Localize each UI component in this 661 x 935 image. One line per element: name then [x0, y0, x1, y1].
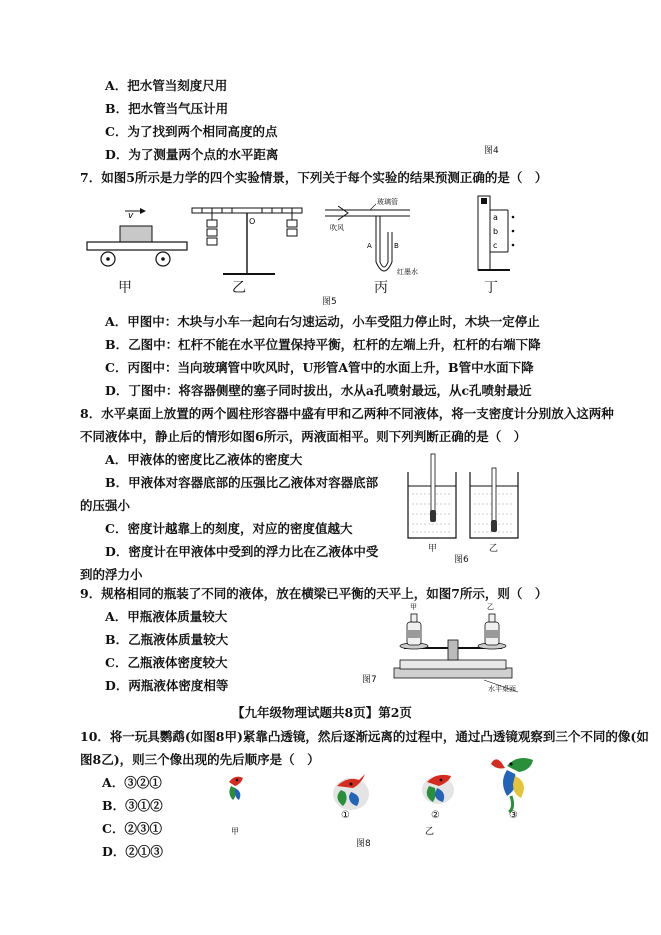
panel-jia-cart [87, 208, 187, 266]
figure-4-caption: 图4 [484, 146, 499, 156]
blow-label: 吹风 [330, 224, 344, 232]
q9-option-d: D．两瓶液体密度相等 [105, 678, 229, 693]
q8-option-d-line-2: 到的浮力小 [80, 567, 143, 582]
panel-yi-lever [192, 208, 302, 274]
red-ink-label: 红墨水 [397, 268, 418, 276]
panel-ding-container [478, 196, 514, 270]
q8-option-b-line-2: 的压强小 [80, 498, 131, 513]
figure-6-drawing [402, 452, 524, 552]
figure-5-caption: 图5 [322, 297, 337, 307]
q6-option-a: A．把水管当刻度尺用 [105, 78, 228, 93]
figure-6 [402, 452, 524, 552]
q6-option-d: D．为了测量两个点的水平距离 [105, 147, 279, 162]
fig5-label-yi: 乙 [232, 280, 246, 296]
velocity-label: v [128, 211, 134, 221]
q9-option-a: A．甲瓶液体质量较大 [105, 609, 228, 624]
hole-a-label: a [493, 213, 498, 222]
container-jia [408, 454, 456, 538]
fig8-mark-3: ③ [509, 810, 518, 821]
tube-b-label: B [394, 242, 399, 250]
fig8-label-yi: 乙 [425, 827, 435, 837]
q9-stem: 9．规格相同的瓶装了不同的液体，放在横梁已平衡的天平上，如图7所示，则（ ） [80, 586, 548, 601]
pivot-label: O [249, 217, 256, 226]
q7-option-b: B．乙图中：杠杆不能在水平位置保持平衡，杠杆的左端上升，杠杆的右端下降 [105, 337, 541, 352]
q10-option-d: D．②①③ [102, 844, 163, 859]
figure-7 [384, 600, 520, 696]
q7-stem: 7．如图5所示是力学的四个实验情景，下列关于每个实验的结果预测正确的是（ ） [80, 170, 548, 185]
q8-option-a: A．甲液体的密度比乙液体的密度大 [105, 452, 303, 467]
figure-5 [80, 192, 530, 292]
balance-scale [394, 614, 518, 692]
desk-label: 水平桌面 [488, 685, 516, 693]
q10-option-c: C．②③① [102, 821, 162, 836]
parrot-image-3 [491, 758, 533, 812]
q7-option-a: A．甲图中：木块与小车一起向右匀速运动，小车受阻力停止时，木块一定停止 [105, 314, 540, 329]
q6-option-c: C．为了找到两个相同高度的点 [105, 124, 278, 139]
figure-8-caption: 图8 [356, 839, 371, 849]
panel-bing-u-tube [325, 197, 418, 276]
q8-stem-line-1: 8．水平桌面上放置的两个圆柱形容器中盛有甲和乙两种不同液体，将一支密度计分别放入这两种 [80, 406, 614, 421]
q10-stem-line-2: 图8乙)，则三个像出现的先后顺序是（ ） [80, 752, 320, 767]
q7-option-d: D．丁图中：将容器侧壁的塞子同时拔出，水从a孔喷射最远，从c孔喷射最近 [105, 383, 532, 398]
parrot-image-1 [333, 774, 369, 810]
bottle-label-jia: 甲 [410, 603, 417, 611]
tube-a-label: A [367, 242, 372, 250]
figure-5-drawing [80, 192, 530, 292]
figure-7-drawing [384, 600, 520, 696]
figure-7-caption: 图7 [362, 675, 377, 685]
parrot-image-2 [422, 775, 454, 804]
q10-option-a: A．③②① [102, 775, 162, 790]
hole-b-label: b [493, 227, 499, 236]
parrot-original-image [229, 777, 243, 800]
q6-option-b: B．把水管当气压计用 [105, 101, 229, 116]
q8-option-d-line-1: D．密度计在甲液体中受到的浮力比在乙液体中受 [105, 544, 379, 559]
q8-option-c: C．密度计越靠上的刻度，对应的密度值越大 [105, 521, 353, 536]
figure-8 [215, 748, 545, 846]
fig8-label-jia: 甲 [231, 827, 239, 836]
q10-stem-line-1: 10．将一玩具鹦鹉(如图8甲)紧靠凸透镜，然后逐渐远离的过程中，通过凸透镜观察到三个不同的像(如 [80, 729, 649, 744]
fig8-mark-1: ① [341, 810, 350, 821]
fig6-label-yi: 乙 [489, 544, 499, 554]
figure-6-caption: 图6 [454, 555, 469, 565]
q8-option-b-line-1: B．甲液体对容器底部的压强比乙液体对容器底部 [105, 475, 379, 490]
q10-option-b: B．③①② [102, 798, 163, 813]
q9-option-b: B．乙瓶液体质量较大 [105, 632, 229, 647]
fig8-mark-2: ② [431, 810, 440, 821]
container-yi [470, 468, 518, 538]
q7-option-c: C．丙图中：当向玻璃管中吹风时，U形管A管中的水面上升，B管中水面下降 [105, 360, 534, 375]
fig5-label-bing: 丙 [374, 280, 388, 296]
page-footer: 【九年级物理试题共8页】第2页 [232, 705, 412, 720]
fig5-label-ding: 丁 [484, 280, 498, 296]
glass-tube-label: 玻璃管 [377, 198, 398, 206]
hole-c-label: c [493, 241, 498, 250]
q8-stem-line-2: 不同液体中，静止后的情形如图6所示，两液面相平。则下列判断正确的是（ ） [80, 429, 527, 444]
fig5-label-jia: 甲 [118, 280, 132, 296]
figure-8-drawing [215, 748, 545, 846]
q9-option-c: C．乙瓶液体密度较大 [105, 655, 228, 670]
bottle-label-yi: 乙 [487, 603, 494, 611]
fig6-label-jia: 甲 [428, 544, 438, 554]
